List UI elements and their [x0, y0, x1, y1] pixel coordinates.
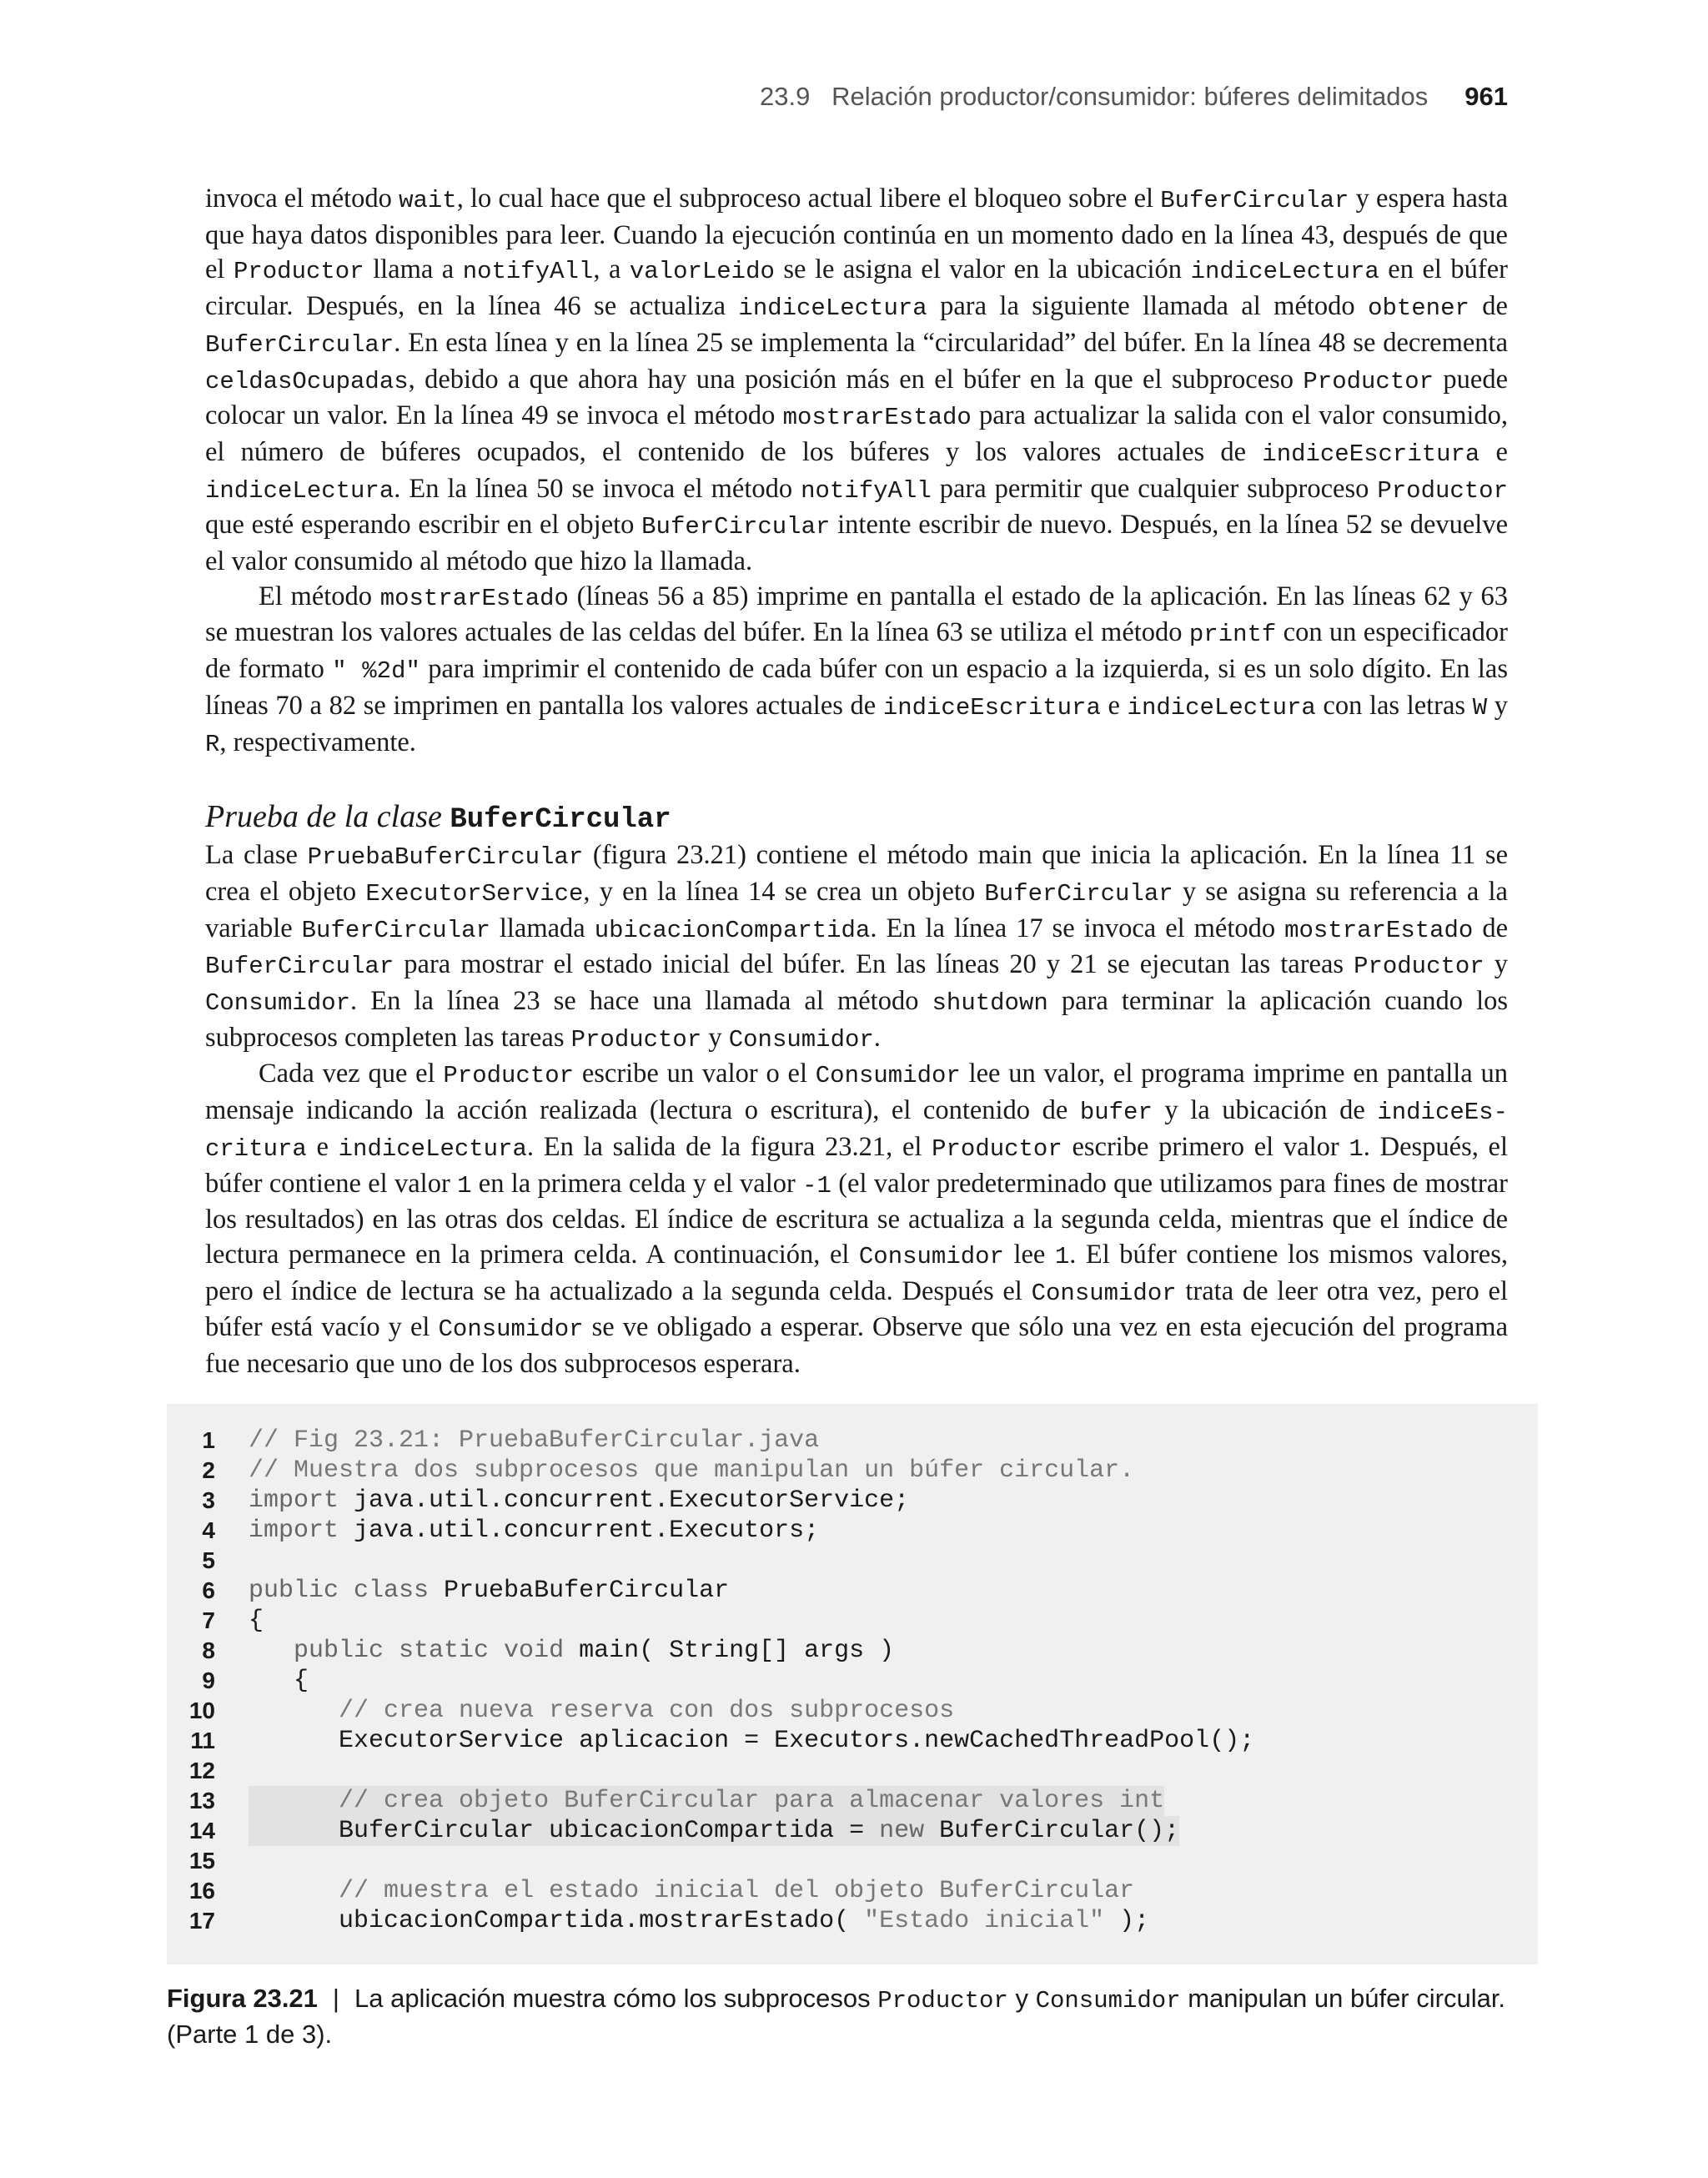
code-token — [249, 1637, 294, 1665]
inline-code: valorLeido — [629, 258, 775, 286]
inline-code: Consumidor — [815, 1062, 961, 1090]
code-text — [249, 1426, 819, 1456]
code-keyword: import — [249, 1486, 354, 1515]
line-number: 14 — [188, 1818, 215, 1844]
line-number: 13 — [188, 1788, 215, 1813]
text-run: . En la línea 50 se invoca el método — [394, 473, 801, 504]
code-comment: // Fig 23.21: PruebaBuferCircular.java — [249, 1426, 820, 1455]
inline-code: BuferCircular — [984, 879, 1173, 908]
caption-code-productor: Productor — [877, 1987, 1008, 2015]
inline-code: shutdown — [932, 989, 1048, 1018]
text-run: e — [1100, 690, 1128, 721]
inline-code: W — [1472, 693, 1488, 722]
text-run: en el búfer circular. Después, en la línea 46 se actualiza — [205, 254, 1508, 322]
code-text — [249, 1606, 264, 1636]
paragraph-group-1 — [205, 182, 1508, 762]
paragraph — [205, 182, 1508, 580]
text-run: en la primera celda y el valor — [471, 1168, 803, 1199]
caption-text-after: manipulan un búfer circular. — [1180, 1984, 1506, 2013]
caption-separator: | — [332, 1984, 339, 2013]
figure-label: Figura 23.21 — [167, 1984, 318, 2013]
caption-part: (Parte 1 de 3). — [167, 2020, 333, 2049]
inline-code: PruebaBuferCircular — [307, 843, 584, 872]
inline-code: R — [205, 730, 220, 758]
inline-code: -1 — [802, 1171, 831, 1200]
code-text — [249, 1486, 909, 1516]
inline-code: celdasOcupadas — [205, 367, 409, 395]
text-run: . Después, el búfer contiene el valor — [205, 1131, 1508, 1199]
code-token: { — [249, 1607, 264, 1635]
inline-code: indiceEscritura — [1262, 440, 1480, 468]
text-run: y espera hasta que haya datos disponibles para leer. Cuando la ejecución continúa en un momento dado en la línea 43, después de que el — [205, 184, 1508, 285]
text-run: . En la línea 23 se hace una llamada al método — [350, 986, 932, 1017]
line-number: 8 — [202, 1637, 215, 1663]
code-token: java.util.concurrent.ExecutorService; — [354, 1486, 910, 1515]
text-run: , respectivamente. — [219, 727, 416, 757]
text-run: trata de leer otra vez, pero el búfer está vacío y el — [205, 1275, 1508, 1343]
text-run: lee un valor, el programa imprime en pantalla un mensaje indicando la acción realizada (lectura o escritura), el contenido de — [205, 1059, 1508, 1126]
subheading-text: Prueba de la clase — [205, 799, 450, 835]
text-run: para la siguiente llamada al método — [927, 291, 1369, 322]
text-run: se ve obligado a esperar. Observe que sólo una vez en esta ejecución del programa fue necesario que uno de los dos subprocesos esperara. — [205, 1312, 1508, 1380]
text-run: El método — [259, 581, 380, 611]
inline-code: wait — [399, 187, 457, 214]
caption-text-before: La aplicación muestra cómo los subprocesos — [354, 1984, 878, 2013]
highlighted-code — [249, 1786, 1164, 1816]
paragraph — [205, 1057, 1508, 1381]
text-run: para permitir que cualquier subproceso — [931, 473, 1378, 504]
inline-code: bufer — [1079, 1099, 1153, 1127]
inline-code: 1 — [1349, 1134, 1364, 1163]
figure-caption — [167, 1982, 1535, 2051]
text-run: que esté esperando escribir en el objeto — [205, 510, 642, 541]
body-text — [205, 182, 1508, 1382]
inline-code: indiceLectura — [205, 476, 394, 505]
code-comment: // Muestra dos subprocesos que manipulan un búfer circular. — [249, 1456, 1135, 1485]
inline-code: indiceLectura — [1127, 693, 1316, 722]
text-run: . En esta línea y en la línea 25 se implementa la “circularidad” del búfer. En la línea 48 se decrementa — [394, 327, 1508, 358]
inline-code: BuferCircular — [1160, 187, 1349, 214]
code-keyword: new — [879, 1817, 940, 1845]
inline-code: indiceEscritura — [882, 693, 1101, 722]
inline-code: Consumidor — [205, 989, 351, 1018]
text-run: La clase — [205, 840, 308, 871]
inline-code: mostrarEstado — [1284, 916, 1474, 944]
inline-code: 1 — [1054, 1242, 1070, 1270]
inline-code: 1 — [457, 1171, 472, 1200]
inline-code: notifyAll — [801, 476, 932, 505]
code-token: BuferCircular ubicacionCompartida = — [249, 1817, 880, 1845]
text-run: para terminar la aplicación cuando los subprocesos completen las tareas — [205, 986, 1508, 1053]
text-run: (líneas 56 a 85) imprime en pantalla el estado de la aplicación. En las líneas 62 y 63 se muestran los valores actuales de las celdas del búfer. En la línea 63 se utiliza el método — [205, 581, 1508, 648]
inline-code: " %2d" — [332, 657, 420, 686]
text-run: para imprimir el contenido de cada búfer con un espacio a la izquierda, si es un solo dígito. En las líneas 70 a 82 se imprimen en pantalla los valores actuales de — [205, 654, 1508, 721]
text-run: con un especificador de formato — [205, 617, 1509, 685]
line-number: 3 — [202, 1487, 215, 1513]
text-run: y — [1484, 949, 1508, 980]
code-token: java.util.concurrent.Executors; — [354, 1517, 820, 1545]
inline-code: Consumidor — [1031, 1279, 1177, 1307]
line-number: 2 — [202, 1457, 215, 1483]
code-text — [249, 1696, 954, 1726]
inline-code: printf — [1188, 621, 1277, 649]
highlighted-code — [249, 1816, 1179, 1846]
code-comment: "Estado inicial" — [864, 1907, 1105, 1935]
text-run: llamada — [490, 913, 595, 943]
code-token: ); — [1104, 1907, 1150, 1935]
inline-code: notifyAll — [462, 258, 594, 286]
line-number: 17 — [188, 1908, 215, 1934]
line-number: 5 — [202, 1547, 215, 1573]
line-number: 9 — [202, 1667, 215, 1693]
inline-code: mostrarEstado — [782, 404, 972, 432]
code-text — [249, 1666, 309, 1696]
inline-code: indiceEscritura — [205, 1099, 1508, 1163]
code-token: ExecutorService aplicacion = Executors.newCachedThreadPool(); — [249, 1727, 1255, 1755]
code-comment: // crea objeto BuferCircular para almacenar valores int — [339, 1787, 1165, 1815]
code-token: BuferCircular(); — [939, 1817, 1180, 1845]
code-token — [249, 1697, 339, 1725]
code-listing — [167, 1404, 1538, 1964]
inline-code: Consumidor — [438, 1315, 584, 1344]
code-text — [249, 1516, 819, 1546]
code-token — [249, 1877, 339, 1905]
text-run: para actualizar la salida con el valor consumido, el número de búferes ocupados, el contenido de los búferes y los valores actuales de — [205, 400, 1509, 467]
text-run: llama a — [364, 254, 463, 285]
line-number: 10 — [188, 1698, 215, 1723]
text-run: y se asigna su referencia a la variable — [205, 876, 1508, 943]
text-run: intente escribir de nuevo. Después, en la línea 52 se devuelve el valor consumido al método que hizo la llamada. — [205, 510, 1508, 577]
text-run: y la ubicación de — [1152, 1095, 1378, 1126]
text-run: puede colocar un valor. En la línea 49 se invoca el método — [205, 364, 1508, 431]
inline-code: indiceLectura — [738, 294, 927, 323]
line-number: 6 — [202, 1577, 215, 1603]
caption-code-consumidor: Consumidor — [1035, 1987, 1181, 2015]
line-number: 7 — [202, 1607, 215, 1633]
paragraph-group-2 — [205, 838, 1508, 1382]
inline-code: Productor — [233, 258, 364, 286]
code-text — [249, 1636, 894, 1666]
text-run: y — [701, 1022, 729, 1053]
code-token: PruebaBuferCircular — [444, 1577, 730, 1605]
code-token: ubicacionCompartida.mostrarEstado( — [249, 1907, 865, 1935]
text-run: e — [306, 1131, 339, 1162]
text-run: . El búfer contiene los mismos valores, pero el índice de lectura se ha actualizado a la segunda celda. Después el — [205, 1239, 1508, 1306]
code-comment: // muestra el estado inicial del objeto BuferCircular — [339, 1877, 1135, 1905]
inline-code: mostrarEstado — [379, 584, 569, 612]
text-run: con las letras — [1315, 690, 1473, 721]
text-run: para mostrar el estado inicial del búfer. En las líneas 20 y 21 se ejecutan las tareas — [394, 949, 1354, 980]
text-run: , debido a que ahora hay una posición más en el búfer en la que el subproceso — [408, 364, 1304, 395]
inline-code: Productor — [443, 1062, 575, 1090]
inline-code: Productor — [1354, 953, 1484, 981]
code-token — [249, 1787, 339, 1815]
text-run: Cada vez que el — [259, 1059, 444, 1089]
inline-code: indiceLectura — [1190, 258, 1379, 286]
line-number: 12 — [188, 1758, 215, 1783]
text-run: , a — [593, 254, 630, 285]
inline-code: BuferCircular — [641, 513, 831, 541]
code-text — [249, 1726, 1254, 1756]
inline-code: BuferCircular — [205, 330, 394, 359]
text-run: escribe primero el valor — [1062, 1131, 1349, 1162]
line-number: 15 — [188, 1848, 215, 1874]
code-text — [249, 1906, 1149, 1936]
page-number: 961 — [1464, 82, 1508, 111]
inline-code: Productor — [570, 1025, 702, 1054]
code-token: { — [249, 1667, 309, 1695]
inline-code: BuferCircular — [301, 916, 490, 944]
paragraph — [205, 580, 1508, 762]
text-run: (figura 23.21) contiene el método main que inicia la aplicación. En la línea 11 se crea el objeto — [205, 840, 1508, 907]
text-run: . En la línea 17 se invoca el método — [870, 913, 1285, 943]
inline-code: Productor — [1377, 476, 1508, 505]
code-text — [249, 1876, 1134, 1906]
inline-code: ubicacionCompartida — [594, 916, 871, 944]
inline-code: Productor — [932, 1134, 1062, 1163]
text-run: y — [1487, 690, 1508, 721]
text-run: . En la salida de la figura 23.21, el — [526, 1131, 932, 1162]
text-run: de — [1473, 913, 1508, 943]
caption-text-mid: y — [1007, 1984, 1036, 2013]
text-run: e — [1479, 436, 1508, 467]
text-run: invoca el método — [205, 184, 399, 214]
code-comment: // crea nueva reserva con dos subprocesos — [339, 1697, 955, 1725]
inline-code: obtener — [1368, 294, 1469, 323]
text-run: lee — [1003, 1239, 1055, 1270]
code-keyword: public class — [249, 1577, 445, 1605]
code-text — [249, 1576, 729, 1606]
line-number: 4 — [202, 1517, 215, 1543]
section-number: 23.9 — [759, 82, 811, 111]
text-run: . — [873, 1022, 881, 1053]
inline-code: BuferCircular — [205, 953, 394, 981]
inline-code: Productor — [1303, 367, 1434, 395]
text-run: se le asigna el valor en la ubicación — [774, 254, 1191, 285]
inline-code: indiceLectura — [338, 1134, 527, 1163]
text-run: (el valor predeterminado que utilizamos para fines de mostrar los resultados) en las otras dos celdas. El índice de escritura se actualiza a la segunda celda, mientras que el índice de lectura permanece en la primera celda. A continuación, el — [205, 1168, 1508, 1270]
line-number: 16 — [188, 1878, 215, 1904]
inline-code: ExecutorService — [365, 879, 584, 908]
line-number: 11 — [190, 1728, 215, 1753]
text-run: escribe un valor o el — [574, 1059, 816, 1089]
code-keyword: import — [249, 1517, 354, 1545]
subheading-code: BuferCircular — [450, 804, 671, 837]
line-number: 1 — [202, 1427, 215, 1453]
text-run: , lo cual hace que el subproceso actual libere el bloqueo sobre el — [456, 184, 1161, 214]
code-token: main( String[] args ) — [579, 1637, 895, 1665]
paragraph — [205, 838, 1508, 1057]
subheading — [205, 798, 1508, 838]
inline-code: Consumidor — [858, 1242, 1004, 1270]
inline-code: Consumidor — [728, 1025, 874, 1054]
code-text — [249, 1456, 1134, 1486]
section-title: Relación productor/consumidor: búferes delimitados — [831, 82, 1429, 111]
text-run: , y en la línea 14 se crea un objeto — [583, 876, 985, 907]
code-keyword: public static void — [294, 1637, 580, 1665]
running-header — [0, 82, 1508, 112]
text-run: de — [1469, 291, 1508, 322]
